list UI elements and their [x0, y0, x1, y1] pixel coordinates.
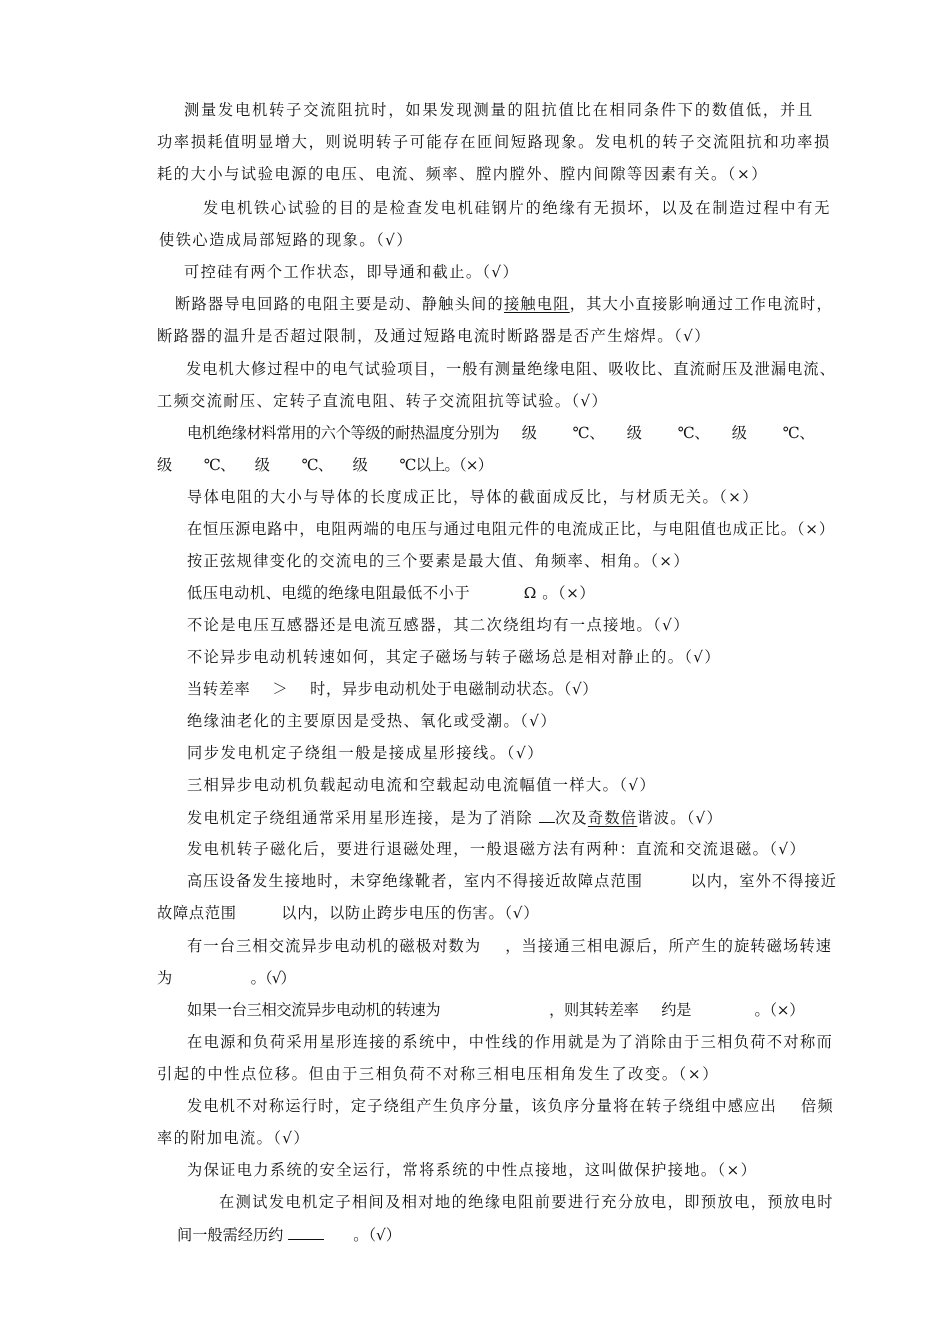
question-text: 发电机转子磁化后，要进行退磁处理，一般退磁方法有两种：直流和交流退磁。（√） [187, 840, 807, 858]
question-line [186, 359, 836, 379]
question-line [187, 1160, 757, 1180]
question-text: 故障点范围 以内，以防止跨步电压的伤害。（√） [157, 904, 540, 922]
question-text: 不论异步电动机转速如何，其定子磁场与转子磁场总是相对静止的。（√） [187, 648, 721, 666]
question-line [187, 1032, 833, 1052]
question-text: 三相异步电动机负载起动电流和空载起动电流幅值一样大。（√） [187, 776, 657, 794]
question-text: 使铁心造成局部短路的现象。（√） [159, 231, 414, 249]
question-line [157, 455, 492, 475]
question-text: 为 。（√） [157, 969, 295, 987]
question-text: 。（√） [324, 1226, 401, 1244]
question-line [157, 326, 711, 346]
question-line [187, 583, 595, 603]
question-text: 工频交流耐压、定转子直流电阻、转子交流阻抗等试验。（√） [157, 392, 609, 410]
question-line [157, 1064, 719, 1084]
question-line [184, 262, 519, 282]
question-text: 次及 [554, 809, 588, 827]
question-line [187, 743, 544, 763]
question-line [187, 775, 656, 795]
question-line [187, 647, 721, 667]
question-text: 同步发电机定子绕组一般是接成星形接线。（√） [187, 744, 545, 762]
question-line [203, 198, 831, 218]
question-line [187, 519, 835, 539]
question-text: 导体电阻的大小与导体的长度成正比，导体的截面成反比，与材质无关。（×） [187, 488, 759, 506]
question-text: 级 ℃、 级 ℃、 级 ℃以上。（×） [157, 456, 493, 474]
question-text: 在测试发电机定子相间及相对地的绝缘电阻前要进行充分放电，即预放电，预放电时 [219, 1193, 834, 1211]
underlined-term: 奇数倍 [587, 809, 638, 827]
answer-blank [539, 807, 555, 823]
question-text: 发电机大修过程中的电气试验项目，一般有测量绝缘电阻、吸收比、直流耐压及泄漏电流、 [186, 360, 836, 378]
question-text: 在恒压源电路中，电阻两端的电压与通过电阻元件的电流成正比，与电阻值也成正比。（×） [187, 520, 835, 538]
question-line [219, 1192, 834, 1212]
question-text: 低压电动机、电缆的绝缘电阻最低不小于 Ω 。（×） [187, 584, 596, 602]
question-text: ，其大小直接影响通过工作电流时， [569, 295, 833, 313]
question-text: 测量发电机转子交流阻抗时，如果发现测量的阻抗值比在相同条件下的数值低，并且 [184, 101, 815, 119]
question-line [187, 551, 690, 571]
question-text: 在电源和负荷采用星形连接的系统中，中性线的作用就是为了消除由于三相负荷不对称而 [187, 1033, 834, 1051]
question-text: 谐波。（√） [637, 809, 723, 827]
question-text: 有一台三相交流异步电动机的磁极对数为 ，当接通三相电源后，所产生的旋转磁场转速 [187, 937, 833, 955]
question-line [187, 807, 723, 828]
question-text: 按正弦规律变化的交流电的三个要素是最大值、角频率、相角。（×） [187, 552, 690, 570]
question-text: 功率损耗值明显增大，则说明转子可能存在匝间短路现象。发电机的转子交流阻抗和功率损 [157, 133, 831, 151]
question-text: 耗的大小与试验电源的电压、电流、频率、膛内膛外、膛内间隙等因素有关。（×） [157, 165, 769, 183]
question-line [157, 968, 295, 988]
question-text: 当转差率 ＞ 时，异步电动机处于电磁制动状态。（√） [187, 680, 599, 698]
answer-blank [288, 1224, 324, 1240]
question-line [187, 1000, 804, 1020]
question-text: 不论是电压互感器还是电流互感器，其二次绕组均有一点接地。（√） [187, 616, 690, 634]
question-text: 电机绝缘材料常用的六个等级的耐热温度分别为 级 ℃、 级 ℃、 级 ℃、 [187, 424, 815, 442]
question-line [175, 294, 833, 314]
question-text: 率的附加电流。（√） [157, 1129, 310, 1147]
question-line [157, 132, 831, 152]
question-line [157, 164, 768, 184]
question-text: 绝缘油老化的主要原因是受热、氧化或受潮。（√） [187, 712, 558, 730]
question-line [187, 871, 837, 891]
question-line [157, 1128, 310, 1148]
question-line [177, 1224, 401, 1245]
question-line [187, 487, 759, 507]
question-line [187, 936, 832, 956]
question-line [187, 679, 598, 699]
question-line [187, 711, 557, 731]
question-text: 为保证电力系统的安全运行，常将系统的中性点接地，这叫做保护接地。（×） [187, 1161, 758, 1179]
question-line [187, 615, 690, 635]
question-line [187, 839, 806, 859]
question-text: 发电机定子绕组通常采用星形连接，是为了消除 [187, 809, 539, 827]
question-line [184, 100, 814, 120]
question-text: 高压设备发生接地时，未穿绝缘靴者，室内不得接近故障点范围 以内，室外不得接近 [187, 872, 838, 890]
question-text: 断路器导电回路的电阻主要是动、静触头间的 [175, 295, 504, 313]
question-line [187, 423, 814, 443]
question-text: 可控硅有两个工作状态，即导通和截止。（√） [184, 263, 520, 281]
question-text: 引起的中性点位移。但由于三相负荷不对称三相电压相角发生了改变。（×） [157, 1065, 720, 1083]
question-text: 断路器的温升是否超过限制，及通过短路电流时断路器是否产生熔焊。（√） [157, 327, 711, 345]
underlined-term: 接触电阻 [503, 295, 570, 313]
question-text: 间一般需经历约 [177, 1226, 289, 1244]
question-line [159, 230, 413, 250]
question-text: 发电机不对称运行时，定子绕组产生负序分量，该负序分量将在转子绕组中感应出 倍频 [187, 1097, 834, 1115]
question-text: 发电机铁心试验的目的是检查发电机硅钢片的绝缘有无损坏，以及在制造过程中有无 [203, 199, 832, 217]
question-text: 如果一台三相交流异步电动机的转速为 ，则其转差率 约是 。（×） [187, 1001, 805, 1019]
question-line [157, 391, 608, 411]
question-line [157, 903, 539, 923]
question-line [187, 1096, 834, 1116]
